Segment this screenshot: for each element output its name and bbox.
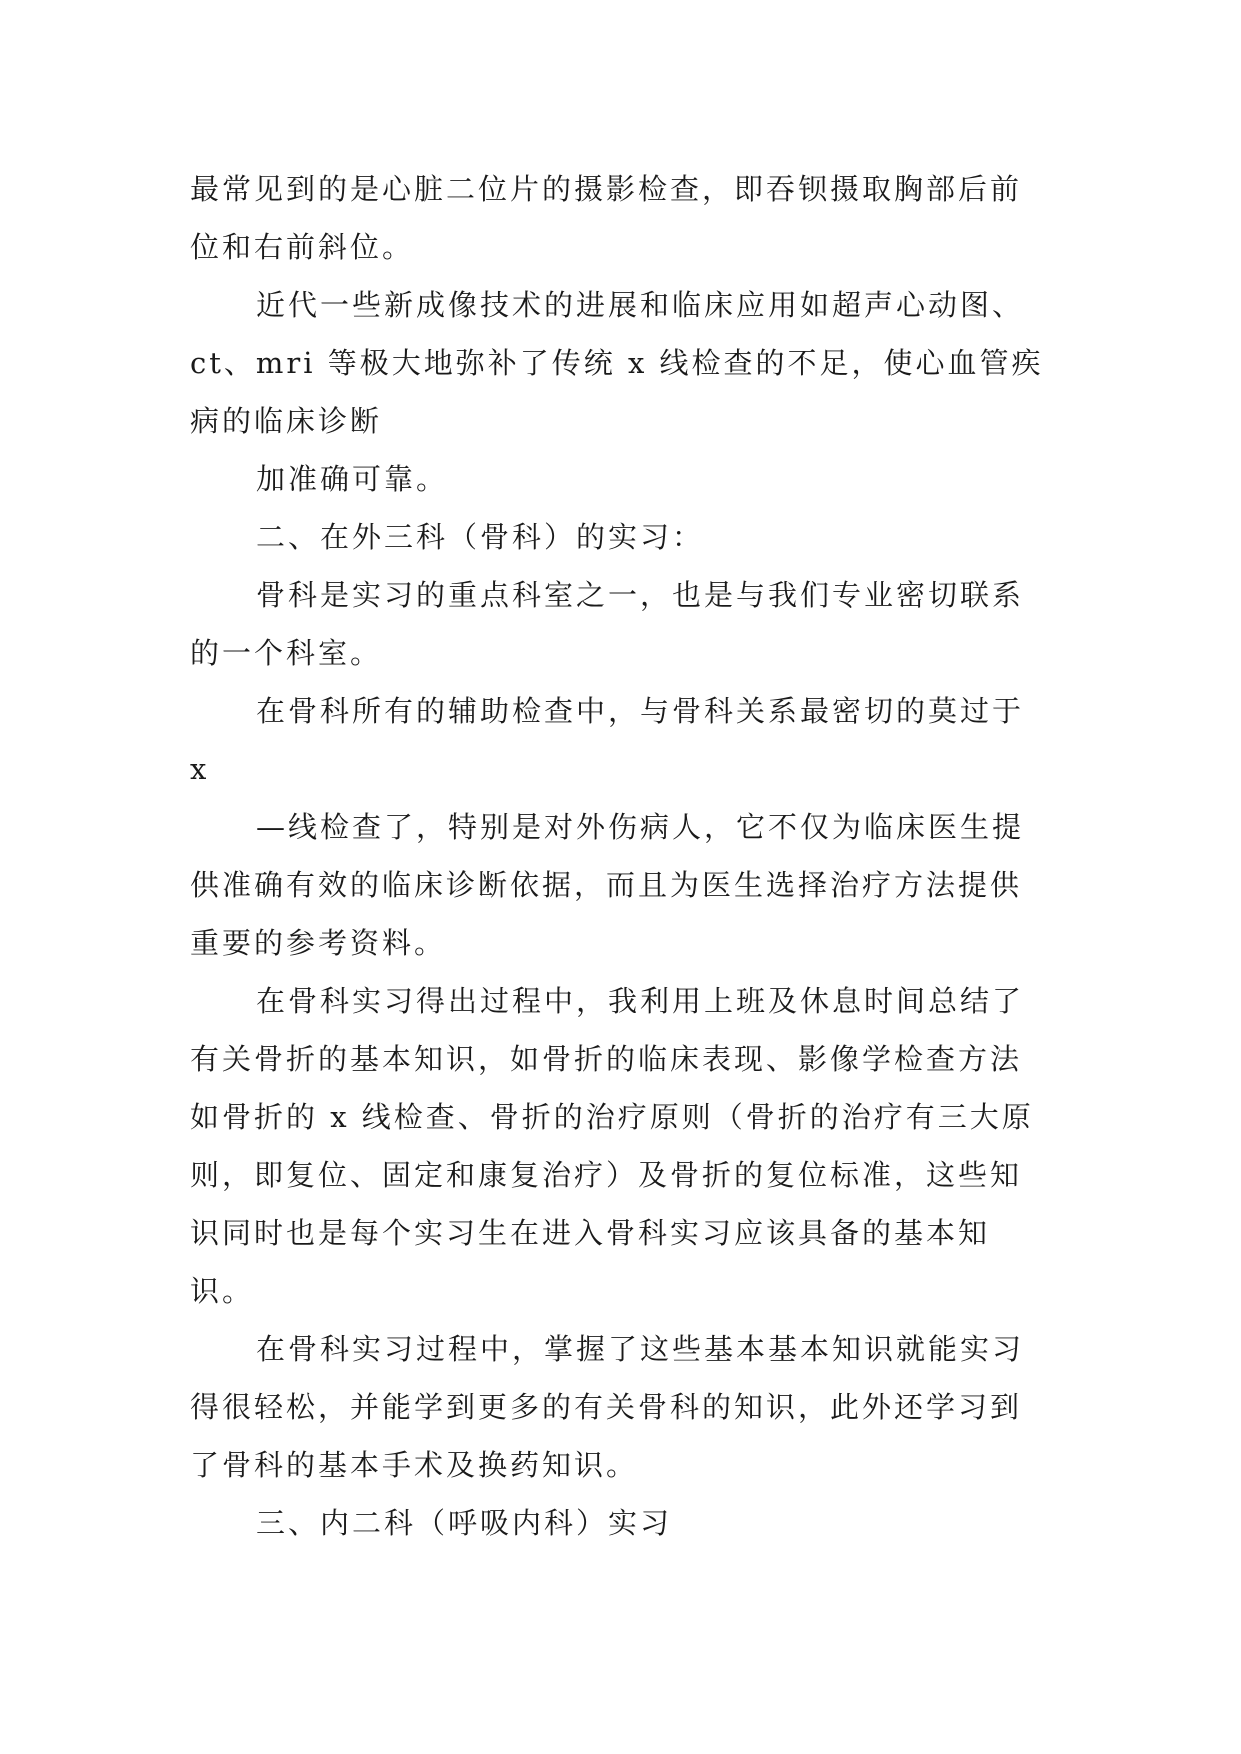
text-line: 在骨科实习得出过程中，我利用上班及休息时间总结了 [256, 984, 1025, 1018]
text-line: 位和右前斜位。 [190, 230, 415, 264]
text-line: 如骨折的 x 线检查、骨折的治疗原则（骨折的治疗有三大原 [190, 1100, 1034, 1134]
text-line: 二、在外三科（骨科）的实习： [256, 520, 705, 554]
text-line: 得很轻松，并能学到更多的有关骨科的知识，此外还学习到 [190, 1390, 1023, 1424]
text-line: 识。 [190, 1274, 255, 1308]
text-line: —线检查了，特别是对外伤病人，它不仅为临床医生提 [256, 810, 1025, 844]
document-body [190, 160, 1070, 1552]
text-line: 识同时也是每个实习生在进入骨科实习应该具备的基本知 [190, 1216, 991, 1250]
text-line: 有关骨折的基本知识，如骨折的临床表现、影像学检查方法 [190, 1042, 1023, 1076]
text-line: 则，即复位、固定和康复治疗）及骨折的复位标准，这些知 [190, 1158, 1023, 1192]
text-line: 在骨科实习过程中，掌握了这些基本基本知识就能实习 [256, 1332, 1025, 1366]
text-line: 加准确可靠。 [256, 462, 449, 496]
text-line: 近代一些新成像技术的进展和临床应用如超声心动图、 [256, 288, 1025, 322]
text-line: x [190, 752, 210, 786]
text-line: 了骨科的基本手术及换药知识。 [190, 1448, 639, 1482]
text-line: 骨科是实习的重点科室之一，也是与我们专业密切联系 [256, 578, 1025, 612]
text-line: ct、mri 等极大地弥补了传统 x 线检查的不足，使心血管疾 [190, 346, 1044, 380]
text-line: 重要的参考资料。 [190, 926, 447, 960]
text-line: 三、内二科（呼吸内科）实习 [256, 1506, 673, 1540]
text-line: 病的临床诊断 [190, 404, 383, 438]
text-line: 最常见到的是心脏二位片的摄影检查，即吞钡摄取胸部后前 [190, 172, 1023, 206]
text-line: 在骨科所有的辅助检查中，与骨科关系最密切的莫过于 [256, 694, 1025, 728]
text-line: 的一个科室。 [190, 636, 383, 670]
text-line: 供准确有效的临床诊断依据，而且为医生选择治疗方法提供 [190, 868, 1023, 902]
